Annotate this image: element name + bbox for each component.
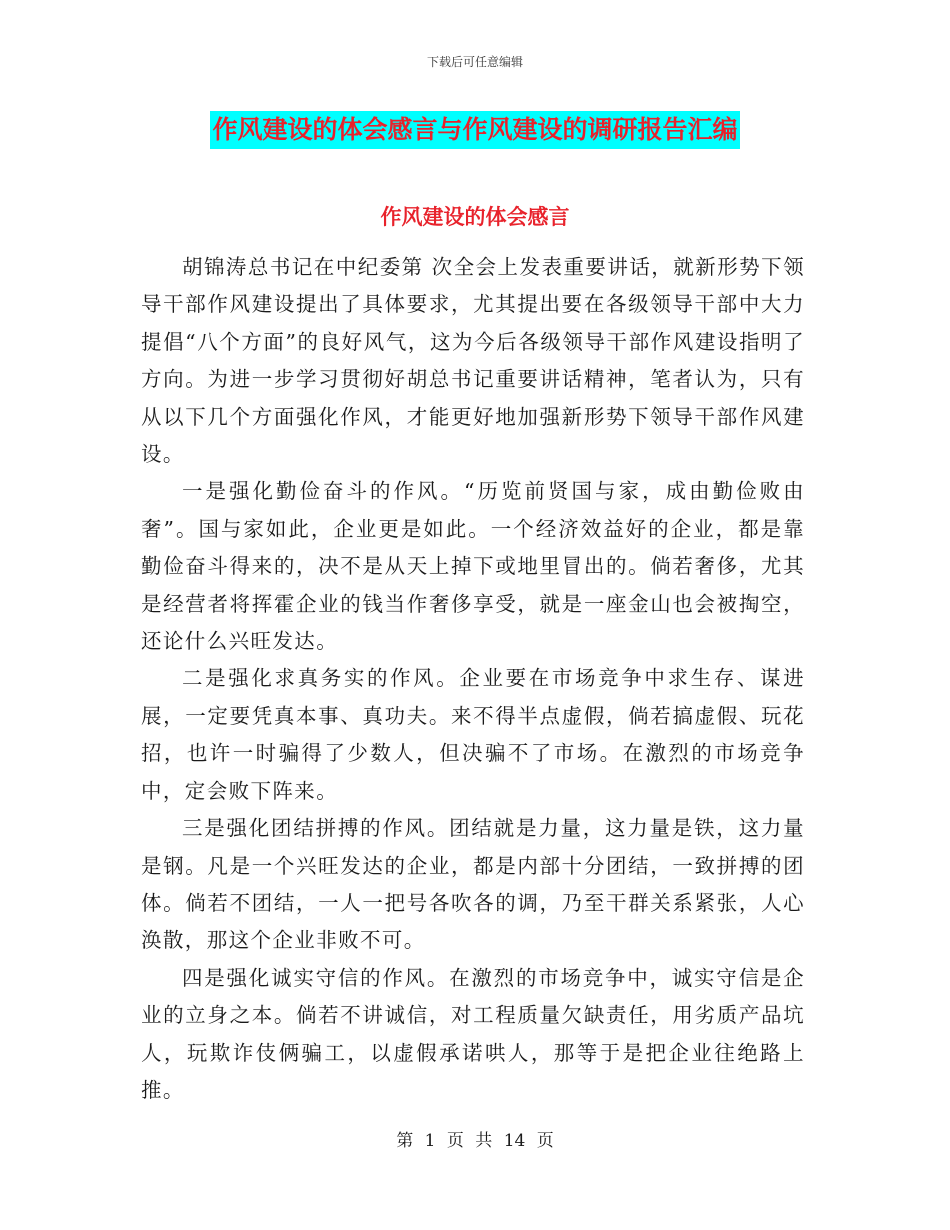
body-text (141, 249, 805, 1109)
main-title-wrap (0, 111, 950, 149)
paragraph-frugality: 一是强化勤俭奋斗的作风。“历览前贤国与家，成由勤俭败由奢”。国与家如此，企业更是如此。一个经济效益好的企业，都是靠勤俭奋斗得来的，决不是从天上掉下或地里冒出的。倘若奢侈，尤其是经营者将挥霍企业的钱当作奢侈享受，就是一座金山也会被掏空，还论什么兴旺发达。 (141, 479, 805, 654)
header-note: 下载后可任意编辑 (426, 55, 523, 69)
paragraph-pragmatism: 二是强化求真务实的作风。企业要在市场竞争中求生存、谋进展，一定要凭真本事、真功夫。来不得半点虚假，倘若搞虚假、玩花招，也许一时骗得了少数人，但决骗不了市场。在激烈的市场竞争中，定会败下阵来。 (141, 666, 805, 803)
page-footer: 第 1 页 共 14 页 (396, 1131, 554, 1151)
paragraph-integrity: 四是强化诚实守信的作风。在激烈的市场竞争中，诚实守信是企业的立身之本。倘若不讲诚信，对工程质量欠缺责任，用劣质产品坑人，玩欺诈伎俩骗工，以虚假承诺哄人，那等于是把企业往绝路上推。 (141, 965, 805, 1102)
main-title: 作风建设的体会感言与作风建设的调研报告汇编 (210, 111, 739, 149)
sub-title: 作风建设的体会感言 (380, 205, 570, 229)
paragraph-intro: 胡锦涛总书记在中纪委第 次全会上发表重要讲话，就新形势下领导干部作风建设提出了具体要求，尤其提出要在各级领导干部中大力提倡“八个方面”的良好风气，这为今后各级领导干部作风建设指明了方向。为进一步学习贯彻好胡总书记重要讲话精神，笔者认为，只有从以下几个方面强化作风，才能更好地加强新形势下领导干部作风建设。 (141, 255, 805, 467)
paragraph-unity: 三是强化团结拼搏的作风。团结就是力量，这力量是铁，这力量是钢。凡是一个兴旺发达的企业，都是内部十分团结，一致拼搏的团体。倘若不团结，一人一把号各吹各的调，乃至干群关系紧张，人心涣散，那这个企业非败不可。 (141, 816, 805, 953)
